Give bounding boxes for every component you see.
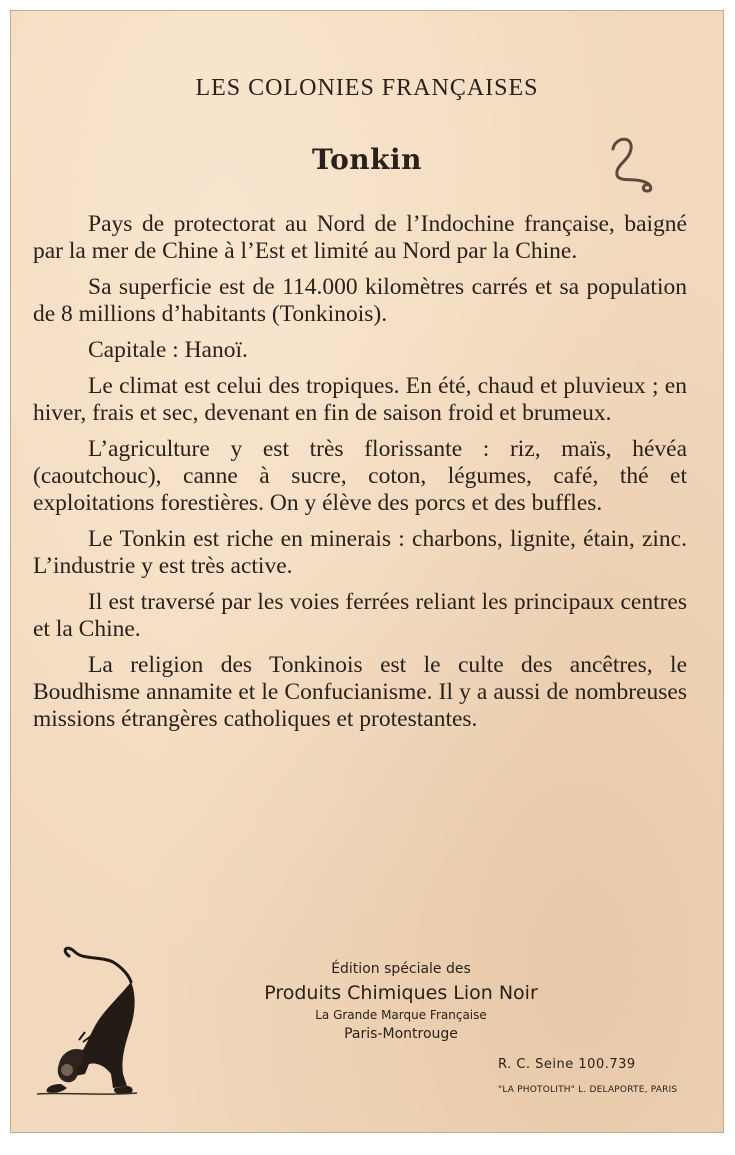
paragraph-climate: Le climat est celui des tropiques. En été, chaud et pluvieux ; en hiver, frais et sec, devenant en fin de saison froid et brumeux. xyxy=(33,373,687,426)
brand-name: Produits Chimiques Lion Noir xyxy=(264,982,538,1004)
paragraph-minerals: Le Tonkin est riche en minerais : charbons, lignite, étain, zinc. L’industrie y est très active. xyxy=(33,526,687,579)
publisher-footer xyxy=(171,959,631,1044)
series-header: LES COLONIES FRANÇAISES xyxy=(195,75,539,101)
registry-number: R. C. Seine 100.739 xyxy=(498,1057,636,1072)
paragraph-area: Sa superficie est de 114.000 kilomètres carrés et sa population de 8 millions d’habitants (Tonkinois). xyxy=(33,274,687,327)
paragraph-religion: La religion des Tonkinois est le culte des ancêtres, le Boudhisme annamite et le Confucianisme. Il y a aussi de nombreuses missions étrangères catholiques et protestantes. xyxy=(33,652,687,732)
postcard xyxy=(10,10,724,1133)
paragraph-capital: Capitale : Hanoï. xyxy=(88,337,248,363)
printer-credit: "LA PHOTOLITH" L. DELAPORTE, PARIS xyxy=(498,1085,678,1095)
paragraph-location: Pays de protectorat au Nord de l’Indochine française, baigné par la mer de Chine à l’Est et limité au Nord par la Chine. xyxy=(33,211,687,264)
page-title: Tonkin xyxy=(311,143,423,176)
brand-tagline: La Grande Marque Française xyxy=(315,1008,487,1022)
handwritten-mark xyxy=(607,135,655,195)
paragraph-agriculture: L’agriculture y est très florissante : riz, maïs, hévéa (caoutchouc), canne à sucre, coton, légumes, café, thé et exploitations forestières. On y élève des porcs et des buffles. xyxy=(33,436,687,516)
edition-line: Édition spéciale des xyxy=(331,961,471,977)
brand-city: Paris-Montrouge xyxy=(344,1026,458,1042)
paragraph-railways: Il est traversé par les voies ferrées reliant les principaux centres et la Chine. xyxy=(33,589,687,642)
lion-logo-icon xyxy=(31,946,141,1096)
article-body xyxy=(33,211,687,742)
